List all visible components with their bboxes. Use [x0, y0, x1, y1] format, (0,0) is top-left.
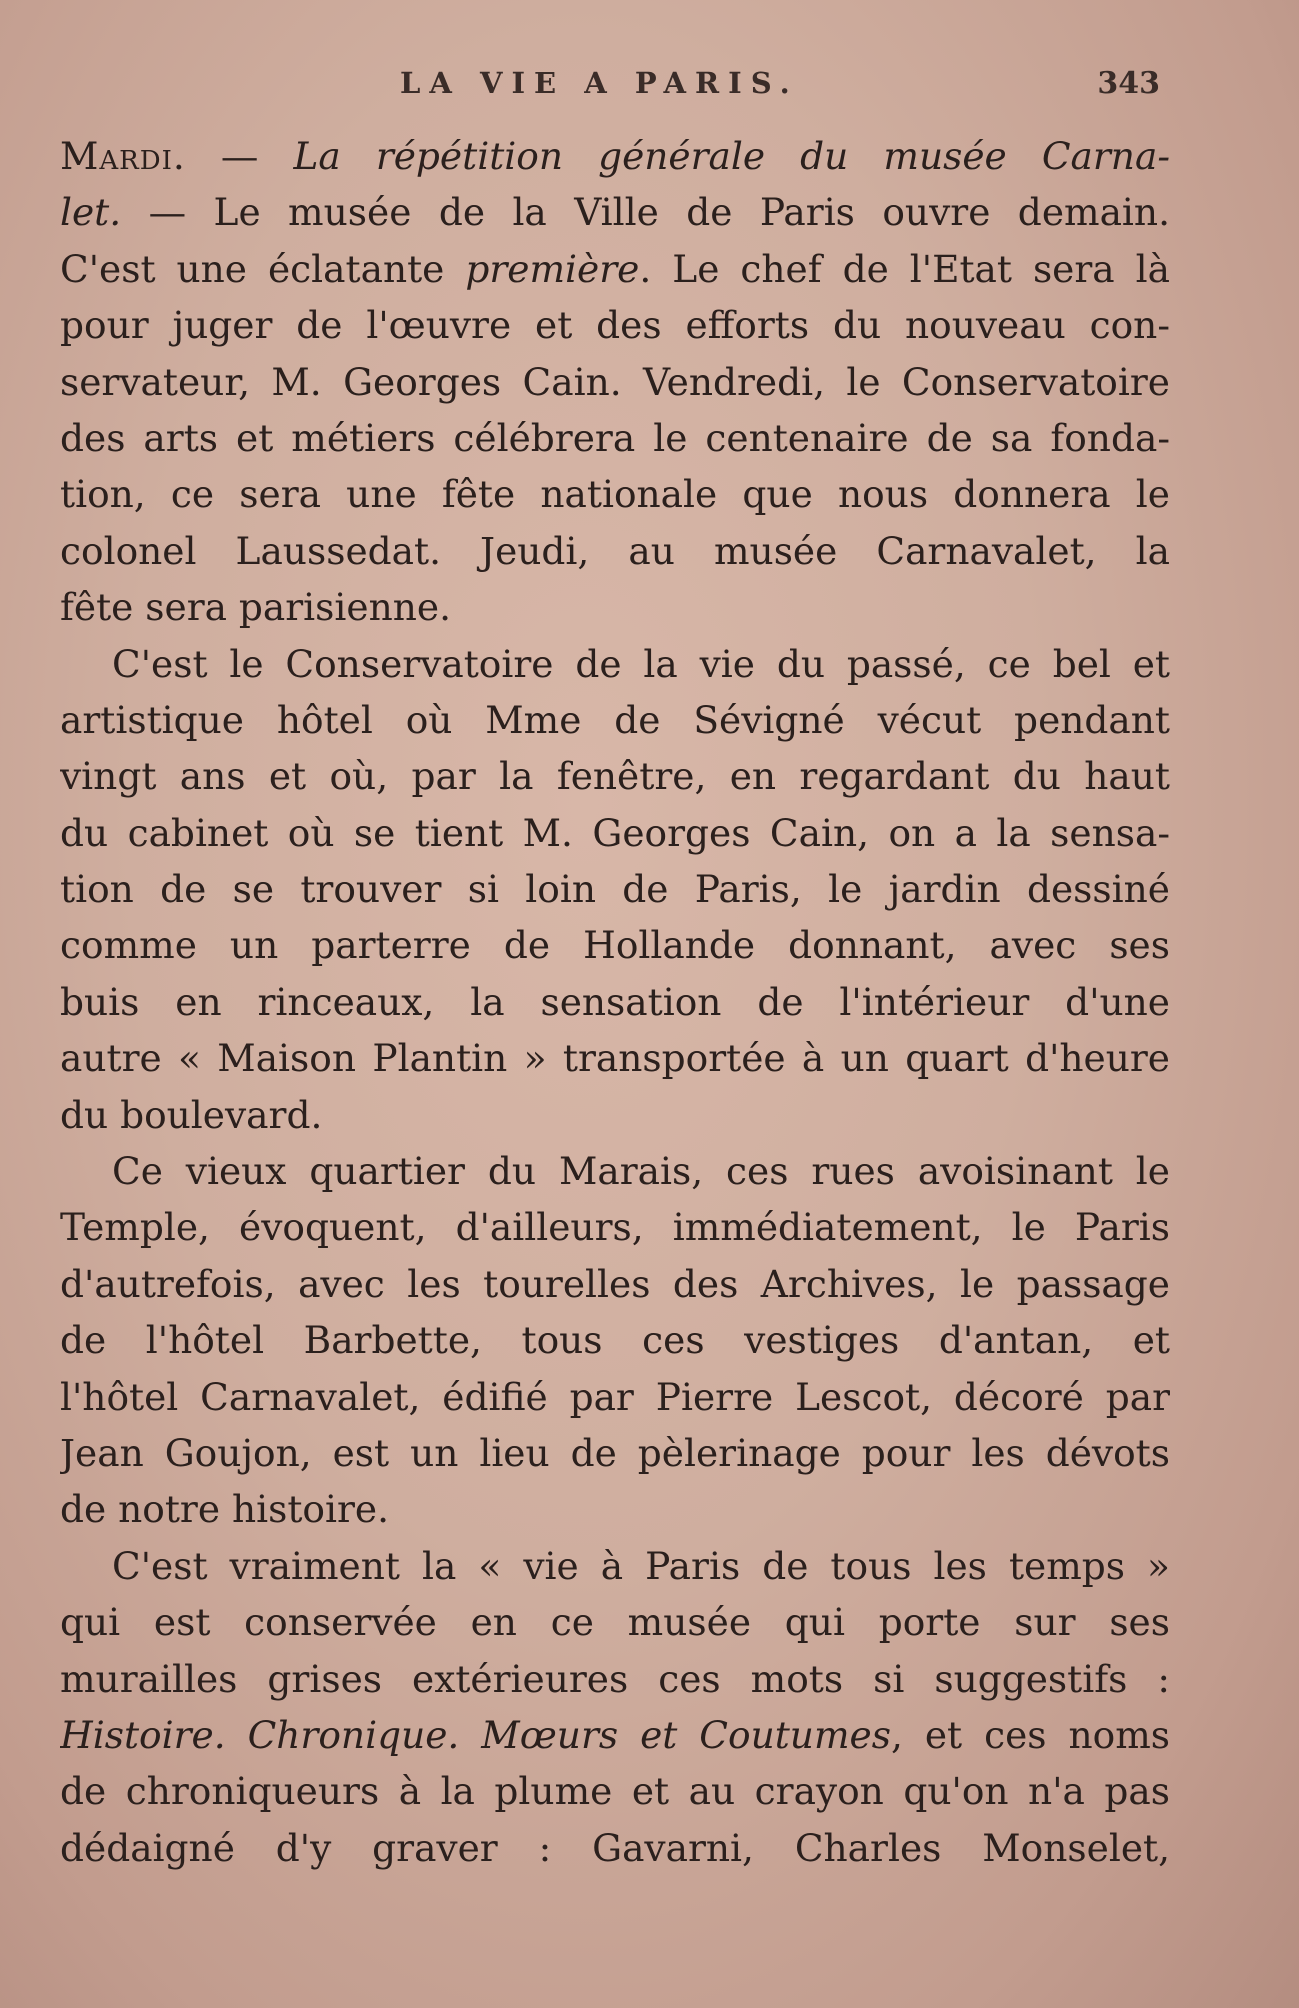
text-run: tion de se trouver si loin de Paris, le jardin dessiné [60, 867, 1170, 912]
text-run: Ce vieux quartier du Marais, ces rues avoisinant le [112, 1149, 1170, 1194]
text-run: de chroniqueurs à la plume et au crayon qu'on n'a pas [60, 1769, 1170, 1814]
text-line [60, 1820, 1170, 1876]
text-line [60, 861, 1170, 917]
text-line [60, 1538, 1170, 1594]
text-line [60, 1087, 1170, 1143]
text-line [60, 636, 1170, 692]
text-line [60, 184, 1170, 240]
page-number: 343 [1097, 66, 1160, 101]
text-line [60, 1256, 1170, 1312]
text-run: du cabinet où se tient M. Georges Cain, on a la sensa- [60, 810, 1170, 855]
text-line [60, 410, 1170, 466]
text-line [60, 1312, 1170, 1368]
text-run: d'autrefois, avec les tourelles des Archives, le passage [60, 1261, 1170, 1306]
text-line [60, 523, 1170, 579]
text-line [60, 748, 1170, 804]
text-run: vingt ans et où, par la fenêtre, en regardant du haut [60, 754, 1170, 799]
text-line [60, 974, 1170, 1030]
text-line [60, 1651, 1170, 1707]
text-run: servateur, M. Georges Cain. Vendredi, le Conservatoire [60, 359, 1170, 404]
text-line [60, 1481, 1170, 1537]
text-run: Temple, évoquent, d'ailleurs, immédiatement, le Paris [60, 1205, 1170, 1250]
text-line [60, 1425, 1170, 1481]
text-line [60, 1707, 1170, 1763]
text-line [60, 466, 1170, 522]
italic-text: let. [60, 190, 122, 235]
text-run: C'est vraiment la « vie à Paris de tous les temps » [112, 1543, 1170, 1588]
text-line [60, 354, 1170, 410]
text-line [60, 128, 1170, 184]
paragraph [60, 1538, 1170, 1876]
text-line [60, 241, 1170, 297]
text-run: pour juger de l'œuvre et des efforts du nouveau con- [60, 303, 1170, 348]
text-run: C'est le Conservatoire de la vie du passé, ce bel et [112, 641, 1170, 686]
text-line [60, 297, 1170, 353]
text-run: du boulevard. [60, 1092, 323, 1137]
text-run: — Le musée de la Ville de Paris ouvre demain. [121, 190, 1170, 235]
paragraph [60, 1143, 1170, 1538]
text-line [60, 917, 1170, 973]
text-run: buis en rinceaux, la sensation de l'intérieur d'une [60, 979, 1170, 1024]
paragraph [60, 128, 1170, 636]
small-caps-text: Mardi. [60, 134, 186, 178]
text-run: des arts et métiers célébrera le centenaire de sa fonda- [60, 415, 1170, 460]
text-line [60, 1143, 1170, 1199]
text-line [60, 692, 1170, 748]
paragraph [60, 636, 1170, 1144]
text-line [60, 579, 1170, 635]
text-line [60, 1763, 1170, 1819]
text-line [60, 1594, 1170, 1650]
text-run: artistique hôtel où Mme de Sévigné vécut pendant [60, 697, 1170, 742]
text-run: comme un parterre de Hollande donnant, avec ses [60, 923, 1170, 968]
text-line [60, 1030, 1170, 1086]
text-run: C'est une éclatante [60, 246, 466, 291]
text-run: Jean Goujon, est un lieu de pèlerinage pour les dévots [60, 1430, 1170, 1475]
italic-text: La répétition générale du musée Carna- [293, 134, 1170, 178]
italic-text: Histoire. Chronique. Mœurs et Coutumes [60, 1712, 891, 1757]
text-run: de notre histoire. [60, 1487, 390, 1532]
text-run: qui est conservée en ce musée qui porte sur ses [60, 1600, 1170, 1645]
text-run: — [185, 134, 294, 178]
text-run: autre « Maison Plantin » transportée à un quart d'heure [60, 1036, 1170, 1081]
body-text [60, 128, 1170, 1876]
text-line [60, 805, 1170, 861]
text-run: colonel Laussedat. Jeudi, au musée Carnavalet, la [60, 528, 1170, 573]
running-head [60, 66, 1160, 106]
text-line [60, 1369, 1170, 1425]
text-run: . Le chef de l'Etat sera là [639, 246, 1170, 291]
text-run: fête sera parisienne. [60, 585, 452, 630]
text-run: dédaigné d'y graver : Gavarni, Charles Monselet, [60, 1825, 1170, 1870]
running-title: LA VIE A PARIS. [400, 66, 799, 100]
text-run: l'hôtel Carnavalet, édifié par Pierre Lescot, décoré par [60, 1374, 1170, 1419]
text-run: , et ces noms [890, 1712, 1170, 1757]
italic-text: première [465, 246, 640, 291]
text-run: murailles grises extérieures ces mots si suggestifs : [60, 1656, 1170, 1701]
text-line [60, 1199, 1170, 1255]
text-run: de l'hôtel Barbette, tous ces vestiges d'antan, et [60, 1318, 1170, 1363]
text-run: tion, ce sera une fête nationale que nous donnera le [60, 472, 1170, 517]
